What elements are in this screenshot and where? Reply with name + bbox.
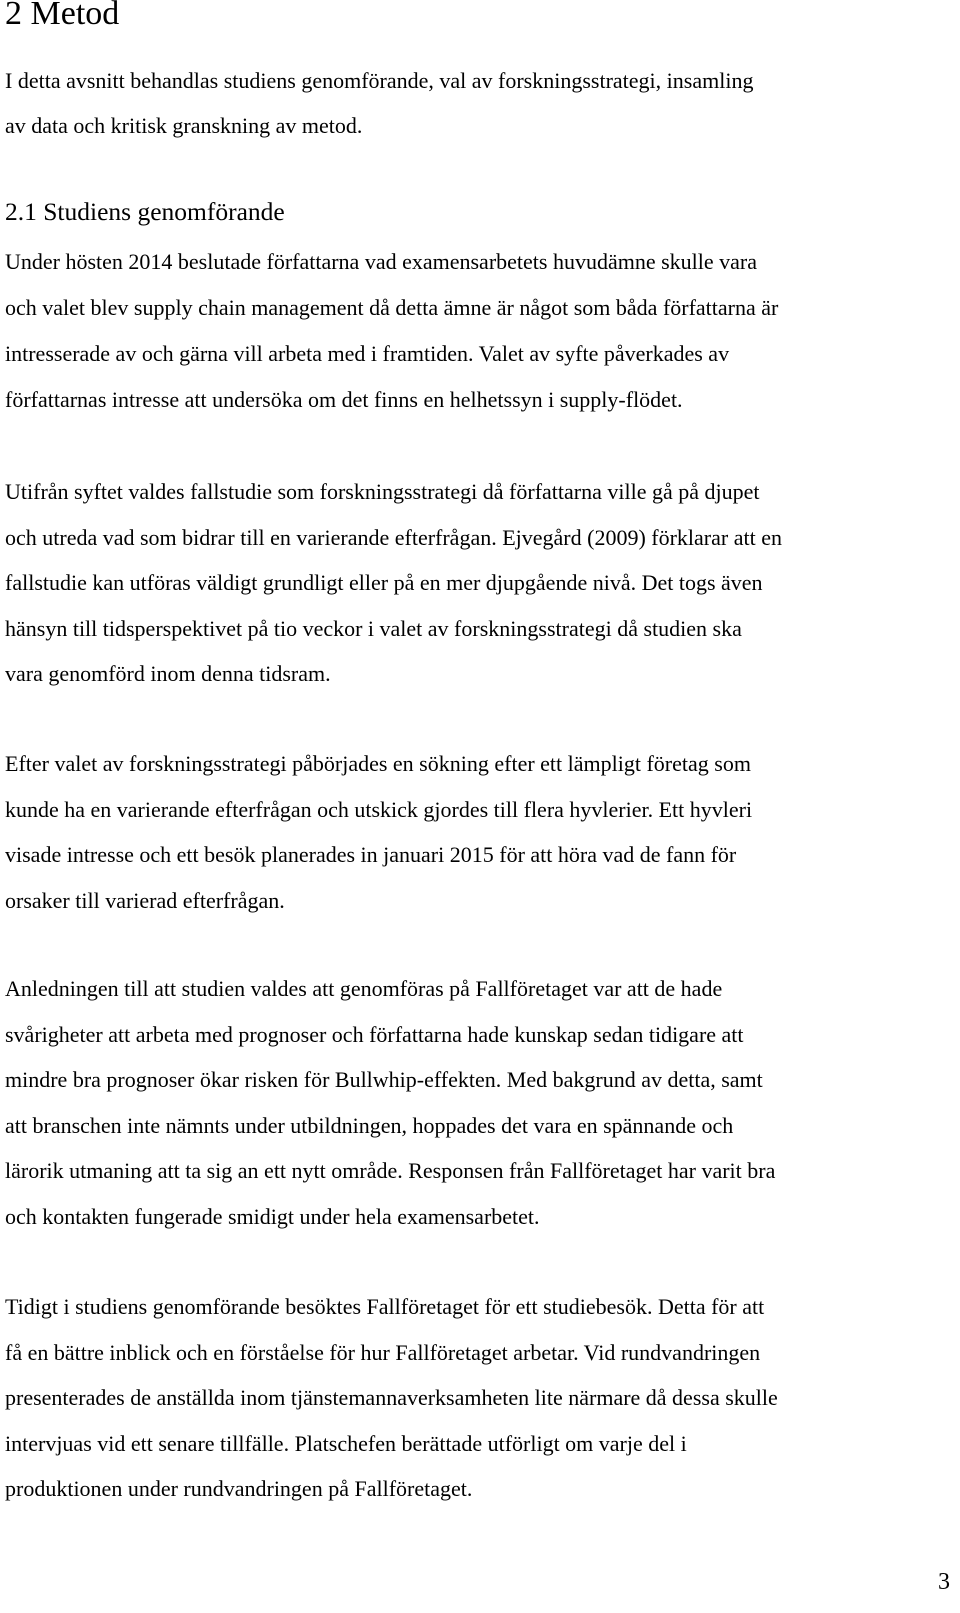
text-line: få en bättre inblick och en förståelse för hur Fallföretaget arbetar. Vid rundvandringen — [5, 1339, 761, 1365]
text-line: Utifrån syftet valdes fallstudie som forskningsstrategi då författarna ville gå på djupet — [5, 479, 760, 504]
text-line: intervjuas vid ett senare tillfälle. Platschefen berättade utförligt om varje del i — [5, 1430, 687, 1456]
paragraph-3 — [5, 741, 945, 923]
text-line: och kontakten fungerade smidigt under hela examensarbetet. — [5, 1203, 540, 1229]
text-line: och utreda vad som bidrar till en varierande efterfrågan. Ejvegård (2009) förklarar att en — [5, 524, 782, 550]
text-line: hänsyn till tidsperspektivet på tio veckor i valet av forskningsstrategi då studien ska — [5, 615, 742, 641]
paragraph-5 — [5, 1284, 945, 1512]
text-line: att branschen inte nämnts under utbildningen, hoppades det vara en spännande och — [5, 1112, 734, 1138]
page-number: 3 — [938, 1569, 950, 1595]
text-line: intresserade av och gärna vill arbeta med i framtiden. Valet av syfte påverkades av — [5, 341, 730, 366]
text-line: Efter valet av forskningsstrategi påbörjades en sökning efter ett lämpligt företag som — [5, 751, 751, 776]
paragraph-4 — [5, 966, 945, 1239]
text-line: Anledningen till att studien valdes att genomföras på Fallföretaget var att de hade — [5, 976, 723, 1001]
text-line: Tidigt i studiens genomförande besöktes Fallföretaget för ett studiebesök. Detta för att — [5, 1294, 765, 1319]
chapter-heading: 2 Metod — [5, 0, 120, 32]
text-line: presenterades de anställda inom tjänstemannaverksamheten lite närmare då dessa skulle — [5, 1385, 778, 1410]
text-line: och valet blev supply chain management då detta ämne är något som båda författarna är — [5, 295, 779, 320]
text-line: av data och kritisk granskning av metod. — [5, 113, 363, 138]
text-line: visade intresse och ett besök planerades in januari 2015 för att höra vad de fann för — [5, 842, 737, 867]
text-line: Under hösten 2014 beslutade författarna vad examensarbetets huvudämne skulle vara — [5, 249, 758, 274]
intro-paragraph — [5, 58, 945, 148]
text-line: mindre bra prognoser ökar risken för Bullwhip-effekten. Med bakgrund av detta, samt — [5, 1067, 763, 1092]
text-line: vara genomförd inom denna tidsram. — [5, 661, 331, 686]
paragraph-1 — [5, 239, 945, 423]
text-line: orsaker till varierad efterfrågan. — [5, 887, 285, 913]
text-line: svårigheter att arbeta med prognoser och författarna hade kunskap sedan tidigare att — [5, 1021, 744, 1047]
text-line: fallstudie kan utföras väldigt grundligt eller på en mer djupgående nivå. Det togs även — [5, 570, 763, 595]
text-line: författarnas intresse att undersöka om det finns en helhetssyn i supply-flödet. — [5, 387, 683, 412]
text-line: produktionen under rundvandringen på Fallföretaget. — [5, 1476, 473, 1501]
text-line: kunde ha en varierande efterfrågan och utskick gjordes till flera hyvlerier. Ett hyvleri — [5, 796, 753, 822]
text-line: lärorik utmaning att ta sig an ett nytt område. Responsen från Fallföretaget har varit bra — [5, 1158, 776, 1183]
paragraph-2 — [5, 469, 945, 697]
text-line: I detta avsnitt behandlas studiens genomförande, val av forskningsstrategi, insamling — [5, 68, 754, 93]
section-heading: 2.1 Studiens genomförande — [5, 197, 285, 226]
